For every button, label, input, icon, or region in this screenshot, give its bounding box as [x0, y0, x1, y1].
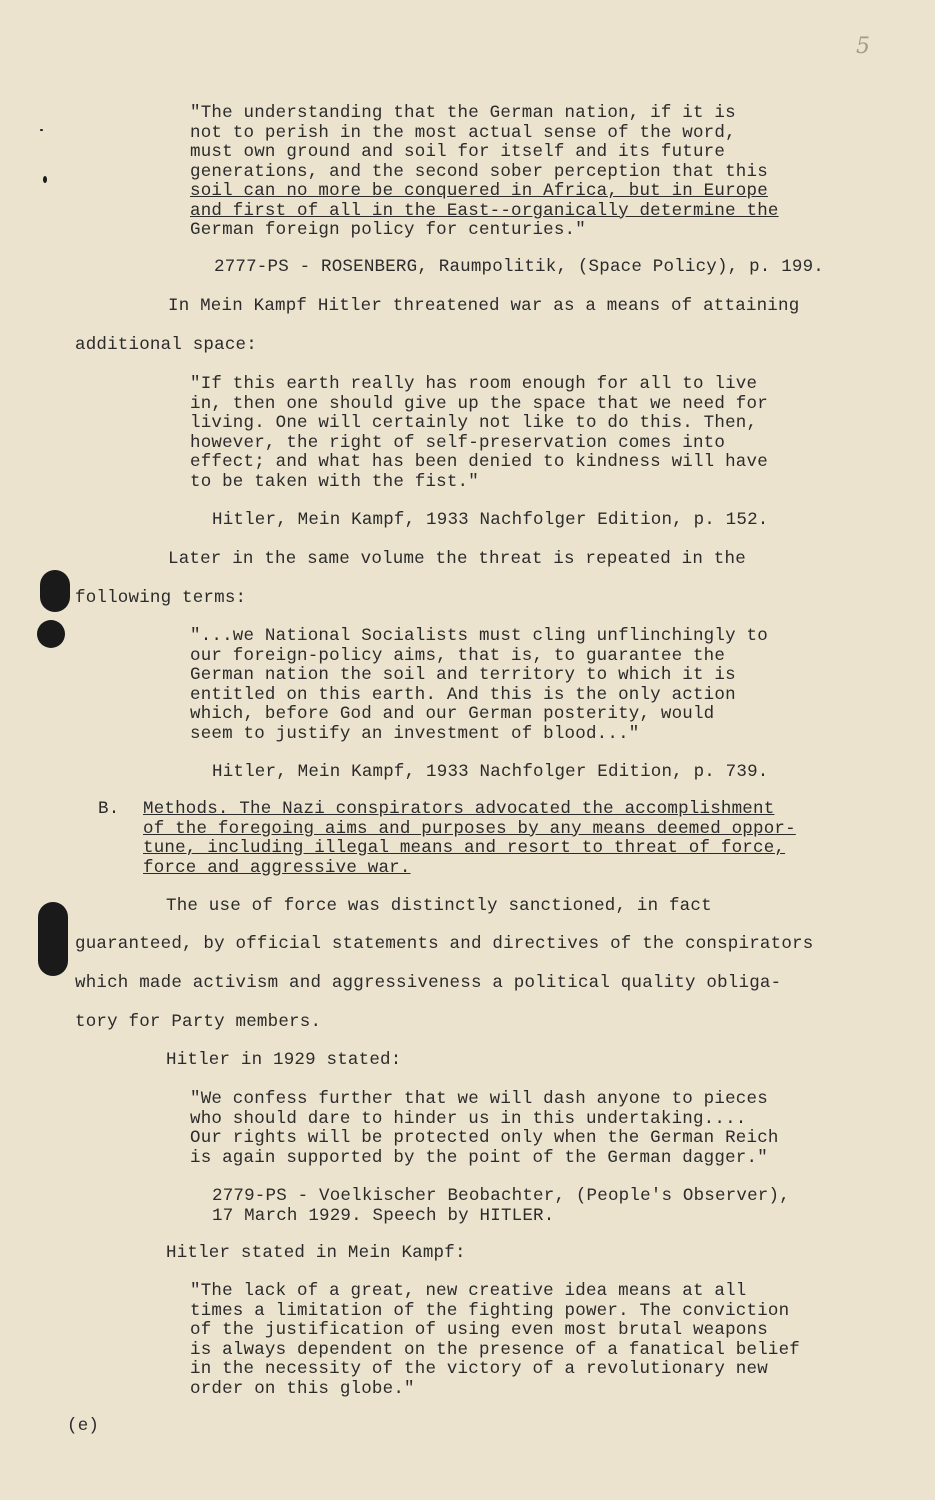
paragraph-line: additional space:: [75, 335, 257, 355]
quote-line: who should dare to hinder us in this undertaking....: [190, 1108, 747, 1129]
paragraph-line: following terms:: [75, 588, 247, 608]
quote-line: soil can no more be conquered in Africa, but in Europe: [190, 181, 768, 201]
paragraph-line: In Mein Kampf Hitler threatened war as a means of attaining: [168, 296, 800, 316]
quote-line: generations, and the second sober perception that this: [190, 161, 768, 182]
quote-line: however, the right of self-preservation comes into: [190, 432, 726, 453]
quote-line: German nation the soil and territory to which it is: [190, 665, 736, 685]
paragraph-line: Hitler stated in Mein Kampf:: [166, 1243, 466, 1263]
quote-line: our foreign-policy aims, that is, to guarantee the: [190, 645, 726, 666]
quote-line: "We confess further that we will dash anyone to pieces: [190, 1089, 768, 1109]
ink-mark: [43, 176, 47, 183]
quote-line: "The lack of a great, new creative idea means at all: [190, 1281, 747, 1301]
section-heading-line: of the foregoing aims and purposes by any means deemed oppor-: [143, 818, 796, 839]
quote-line: times a limitation of the fighting power. The conviction: [190, 1300, 790, 1321]
citation: Hitler, Mein Kampf, 1933 Nachfolger Edition, p. 152.: [212, 510, 769, 530]
paragraph-line: The use of force was distinctly sanctioned, in fact: [166, 896, 712, 916]
citation: 17 March 1929. Speech by HITLER.: [212, 1205, 555, 1226]
section-heading-line: Methods. The Nazi conspirators advocated the accomplishment: [143, 799, 775, 819]
section-marker: B.: [98, 799, 120, 819]
quote-line: "The understanding that the German nation, if it is: [190, 103, 736, 123]
paragraph-line: tory for Party members.: [75, 1012, 322, 1032]
punch-hole: [38, 902, 68, 976]
quote-line: order on this globe.": [190, 1378, 415, 1399]
page-number: 5: [856, 34, 870, 59]
paragraph-line: Later in the same volume the threat is repeated in the: [168, 549, 746, 569]
quote-line: "...we National Socialists must cling unflinchingly to: [190, 626, 768, 646]
quote-line: "If this earth really has room enough for all to live: [190, 374, 758, 394]
section-heading-line: tune, including illegal means and resort to threat of force,: [143, 838, 786, 858]
citation: 2779-PS - Voelkischer Beobachter, (People's Observer),: [212, 1186, 790, 1206]
paragraph-line: guaranteed, by official statements and directives of the conspirators: [75, 934, 814, 954]
quote-line: seem to justify an investment of blood...": [190, 723, 640, 744]
quote-line: Our rights will be protected only when the German Reich: [190, 1128, 779, 1148]
citation: Hitler, Mein Kampf, 1933 Nachfolger Edition, p. 739.: [212, 762, 769, 782]
quote-line: is always dependent on the presence of a fanatical belief: [190, 1339, 800, 1360]
quote-line: to be taken with the fist.": [190, 471, 479, 492]
paragraph-line: which made activism and aggressiveness a political quality obliga-: [75, 973, 782, 993]
quote-line: of the justification of using even most brutal weapons: [190, 1320, 768, 1340]
quote-line: entitled on this earth. And this is the only action: [190, 684, 736, 705]
quote-line: effect; and what has been denied to kindness will have: [190, 452, 768, 472]
quote-line: German foreign policy for centuries.": [190, 220, 586, 240]
quote-line: must own ground and soil for itself and its future: [190, 142, 726, 162]
punch-hole: [40, 570, 70, 612]
quote-line: is again supported by the point of the German dagger.": [190, 1147, 768, 1168]
paragraph-line: Hitler in 1929 stated:: [166, 1050, 402, 1070]
punch-hole: [37, 620, 65, 648]
section-heading-line: force and aggressive war.: [143, 857, 411, 878]
quote-line: which, before God and our German posterity, would: [190, 704, 715, 724]
citation: 2777-PS - ROSENBERG, Raumpolitik, (Space Policy), p. 199.: [214, 257, 824, 277]
ink-mark: [40, 129, 43, 131]
quote-line: in the necessity of the victory of a revolutionary new: [190, 1359, 768, 1379]
quote-line: in, then one should give up the space that we need for: [190, 393, 768, 414]
quote-line: living. One will certainly not like to do this. Then,: [190, 413, 758, 433]
quote-line: not to perish in the most actual sense of the word,: [190, 122, 736, 143]
footer-mark: (e): [67, 1416, 100, 1436]
quote-line: and first of all in the East--organically determine the: [190, 200, 779, 221]
